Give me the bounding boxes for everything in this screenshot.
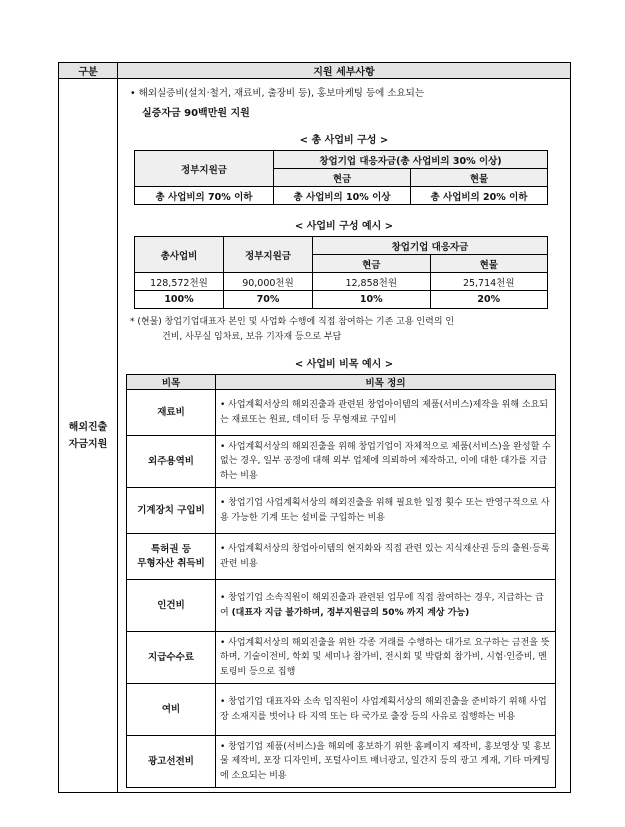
expense-item-name: 외주용역비: [127, 436, 216, 488]
matching-header: 창업기업 대응자금(총 사업비의 30% 이상): [274, 151, 548, 169]
expense-col-item: 비목: [127, 375, 216, 390]
header-details: 지원 세부사항: [118, 63, 571, 79]
percent-total: 100%: [135, 291, 224, 309]
table-row: [127, 390, 556, 436]
total-section-title: < 총 사업비 구성 >: [299, 135, 389, 146]
table-row: [127, 488, 556, 534]
category-line2: 자금지원: [68, 438, 108, 450]
gov-header: 정부지원금: [135, 151, 274, 187]
expense-item-def: • 창업기업 제품(서비스)을 해외에 홍보하기 위한 홈페이지 제작비, 홍보영상 및 홍보물 제작비, 포장 디자인비, 포털사이트 배너광고, 일간지 등의 광고 게재, 기타 마케팅에 소요되는 비용: [216, 736, 556, 788]
table-row: [127, 580, 556, 632]
expense-item-def: • 창업기업 소속직원이 해외진출과 관련된 업무에 직접 참여하는 경우, 지급하는 급여 (대표자 지급 불가하며, 정부지원금의 50% 까지 계상 가능): [216, 580, 556, 632]
intro-amount: 실증자금 90백만원 지원: [142, 108, 250, 119]
expense-item-name: 광고선전비: [127, 736, 216, 788]
header-category: 구분: [59, 63, 118, 79]
expense-item-name: 여비: [127, 684, 216, 736]
category-line1: 해외진출: [68, 421, 108, 433]
table-row: [127, 436, 556, 488]
note-line2: 건비, 사무실 임차료, 보유 기자재 등으로 부담: [162, 332, 342, 342]
expense-item-name: 재료비: [127, 390, 216, 436]
example-section-title: < 사업비 구성 예시 >: [294, 221, 394, 232]
expense-item-def: • 사업계획서상의 해외진출을 위해 창업기업이 자체적으로 제품(서비스)을 완성할 수 없는 경우, 일부 공정에 대해 외부 업체에 의뢰하여 제작하고, 이에 대한 대가를 지급하는 비용: [216, 436, 556, 488]
expense-item-name: 지급수수료: [127, 632, 216, 684]
example-gov-header: 정부지원금: [224, 237, 313, 273]
expense-col-def: 비목 정의: [216, 375, 556, 390]
expense-items-table: [126, 374, 556, 788]
details-content: [118, 79, 571, 793]
expense-item-def: • 사업계획서상의 해외진출을 위한 각종 거래를 수행하는 대가로 요구하는 금전을 뜻하며, 기술이전비, 학회 및 세미나 참가비, 전시회 및 박람회 참가비, 시험·인증비, 멘토링비 등으로 집행: [216, 632, 556, 684]
percent-gov: 70%: [224, 291, 313, 309]
expense-item-def: • 창업기업 대표자와 소속 임직원이 사업계획서상의 해외진출을 준비하기 위해 사업장 소재지를 벗어나 타 지역 또는 타 국가로 출장 등의 사유로 집행하는 비용: [216, 684, 556, 736]
cash-header: 현금: [274, 169, 411, 187]
expense-item-def: • 창업기업 사업계획서상의 해외진출을 위해 필요한 일정 횟수 또는 반영구적으로 사용 가능한 기계 또는 설비를 구입하는 비용: [216, 488, 556, 534]
amount-inkind: 25,714천원: [430, 273, 548, 291]
note-line1: * (현물) 창업기업대표자 본인 및 사업화 수행에 직접 참여하는 기존 고용 인력의 인: [130, 317, 455, 327]
table-row: [127, 632, 556, 684]
amount-total: 128,572천원: [135, 273, 224, 291]
gov-value: 총 사업비의 70% 이하: [135, 187, 274, 205]
total-header: 총사업비: [135, 237, 224, 273]
amount-cash: 12,858천원: [313, 273, 431, 291]
table-row: [127, 534, 556, 580]
table-row: [127, 684, 556, 736]
expense-item-def: • 사업계획서상의 해외진출과 관련된 창업아이템의 제품(서비스)제작을 위해 소요되는 재료또는 원료, 데이터 등 무형재료 구입비: [216, 390, 556, 436]
percent-cash: 10%: [313, 291, 431, 309]
amount-gov: 90,000천원: [224, 273, 313, 291]
example-matching-header: 창업기업 대응자금: [313, 237, 548, 255]
total-budget-table: [134, 150, 548, 205]
example-budget-table: [134, 236, 548, 309]
expense-item-name: 특허권 등 무형자산 취득비: [127, 534, 216, 580]
inkind-note: [130, 315, 562, 345]
inkind-value: 총 사업비의 20% 이하: [411, 187, 548, 205]
expense-item-name: 인건비: [127, 580, 216, 632]
example-inkind-header: 현물: [430, 255, 548, 273]
category-cell: [59, 79, 118, 793]
percent-inkind: 20%: [430, 291, 548, 309]
expense-section-title: < 사업비 비목 예시 >: [294, 359, 394, 370]
cash-value: 총 사업비의 10% 이상: [274, 187, 411, 205]
support-details-table: [58, 62, 571, 793]
example-cash-header: 현금: [313, 255, 431, 273]
intro-line: [130, 85, 562, 99]
intro-text: 해외실증비(설치·철거, 재료비, 출장비 등), 홍보마케팅 등에 소요되는: [138, 88, 425, 99]
expense-item-name: 기계장치 구입비: [127, 488, 216, 534]
expense-item-def: • 사업계획서상의 창업아이템의 현지화와 직접 관련 있는 지식재산권 등의 출원·등록관련 비용: [216, 534, 556, 580]
bullet-icon: •: [130, 88, 136, 99]
inkind-header: 현물: [411, 169, 548, 187]
table-row: [127, 736, 556, 788]
